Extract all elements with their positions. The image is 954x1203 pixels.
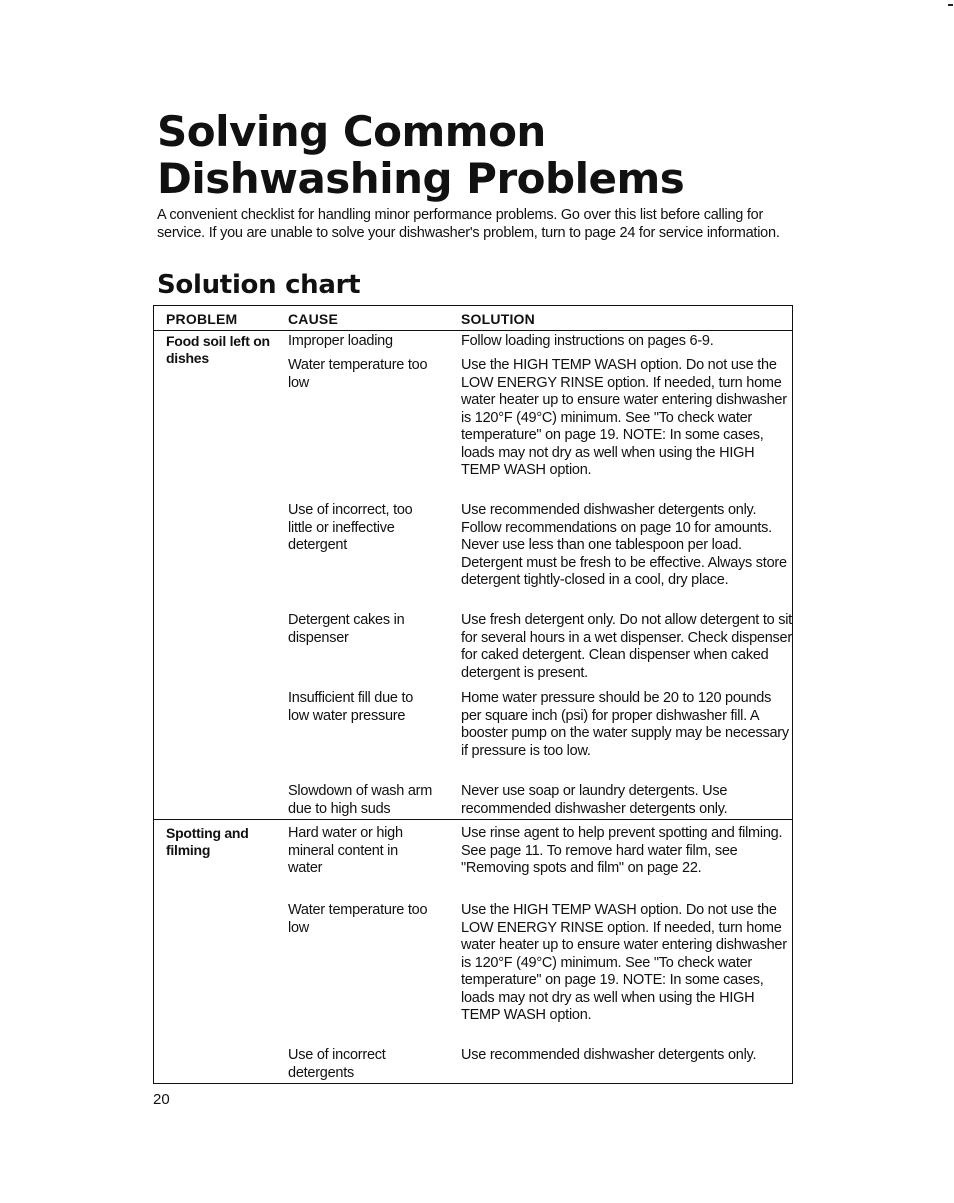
solution-cell: Use the HIGH TEMP WASH option. Do not use the LOW ENERGY RINSE option. If needed, turn home water heater up to ensure water entering dishwasher is 120°F (49°C) minimum. See "To check water temperature" on page 19. NOTE: In some cases, loads may not dry as well when using the HIGH TEMP WASH option. [461,357,787,478]
column-header-problem: PROBLEM [166,311,238,327]
cause-cell: Hard water or high mineral content in water [288,825,403,876]
solution-cell: Never use soap or laundry detergents. Use recommended dishwasher detergents only. [461,783,728,817]
page-title [157,108,684,202]
section-heading: Solution chart [157,270,361,300]
solution-cell: Use rinse agent to help prevent spotting and filming. See page 11. To remove hard water film, see "Removing spots and film" on page 22. [461,825,783,876]
header-divider [154,330,792,331]
solution-cell: Use recommended dishwasher detergents only. Follow recommendations on page 10 for amounts. Never use less than one tablespoon per load. Detergent must be fresh to be effective. Always store detergent tightly-closed in a cool, dry place. [461,502,787,588]
cause-cell: Detergent cakes in dispenser [288,612,405,646]
problem-spotting: Spotting and filming [166,825,249,858]
cause-cell: Insufficient fill due to low water pressure [288,690,414,724]
solution-cell: Use recommended dishwasher detergents only. [461,1047,757,1063]
intro-paragraph: A convenient checklist for handling minor performance problems. Go over this list before calling for service. If you are unable to solve your dishwasher's problem, turn to page 24 for service information. [157,207,780,241]
cause-cell: Use of incorrect, too little or ineffective detergent [288,502,413,553]
solution-chart [153,305,793,1084]
cause-cell: Improper loading [288,333,393,349]
solution-cell: Follow loading instructions on pages 6-9. [461,333,714,349]
column-header-solution: SOLUTION [461,311,535,327]
solution-cell: Use the HIGH TEMP WASH option. Do not use the LOW ENERGY RINSE option. If needed, turn home water heater up to ensure water entering dishwasher is 120°F (49°C) minimum. See "To check water temperature" on page 19. NOTE: In some cases, loads may not dry as well when using the HIGH TEMP WASH option. [461,902,787,1023]
cause-cell: Water temperature too low [288,357,428,391]
group-divider [154,819,792,820]
cause-cell: Water temperature too low [288,902,428,936]
cause-cell: Use of incorrect detergents [288,1047,386,1081]
page-title-line-1: Solving Common [157,107,546,156]
page-number: 20 [153,1091,170,1108]
solution-cell: Home water pressure should be 20 to 120 pounds per square inch (psi) for proper dishwasher fill. A booster pump on the water supply may be necessary if pressure is too low. [461,690,789,759]
solution-cell: Use fresh detergent only. Do not allow detergent to sit for several hours in a wet dispenser. Check dispenser for caked detergent. Clean dispenser when caked detergent is present. [461,612,792,681]
column-header-cause: CAUSE [288,311,339,327]
problem-food-soil: Food soil left on dishes [166,333,270,366]
cause-cell: Slowdown of wash arm due to high suds [288,783,433,817]
corner-mark [948,4,953,6]
page-title-line-2: Dishwashing Problems [157,154,685,203]
